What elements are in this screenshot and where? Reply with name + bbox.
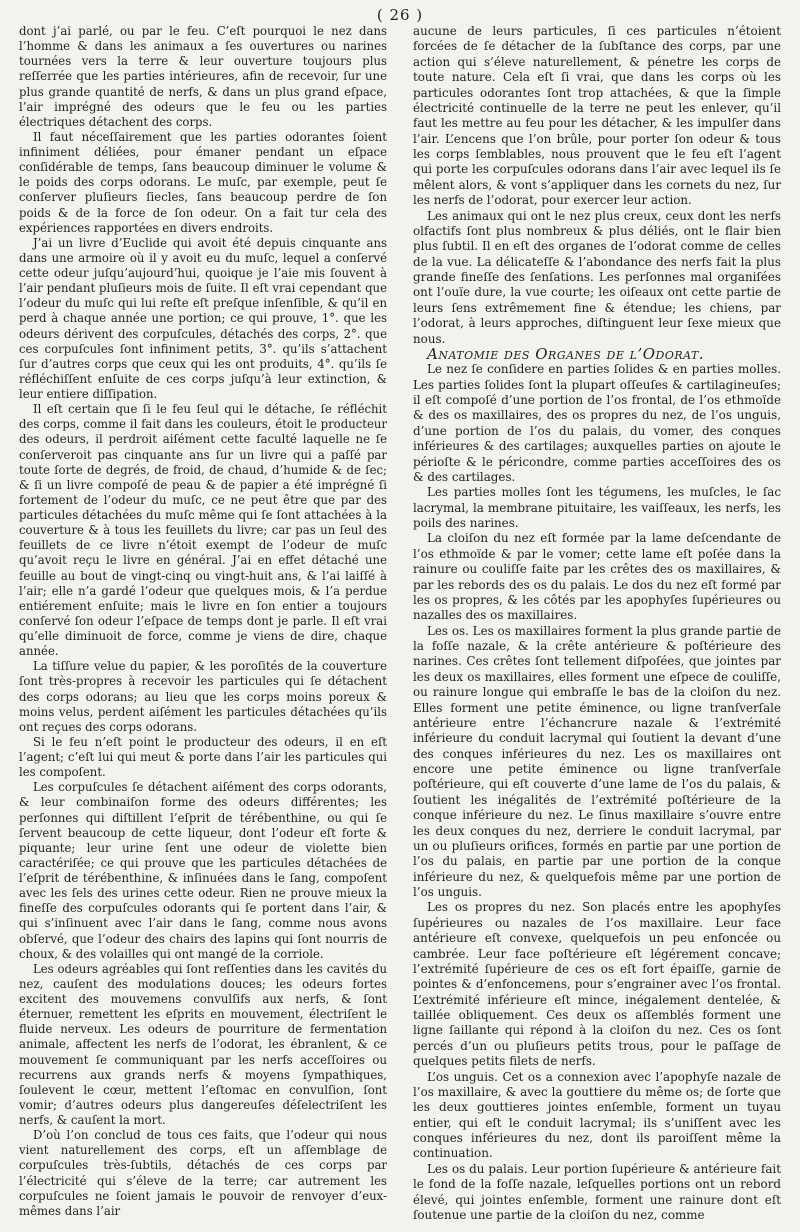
right-column: [413, 24, 781, 1223]
paragraph: Les os propres du nez. Son placés entre les apophyſes ſupérieures ou nazales de l’os maxillaire. Leur face antérieure eſt convexe, quelquefois un peu enfoncée ou cambrée. Leur face poſtérieure eſt légérement concave; l’extrémité ſupérieure de ces os eſt fort épaiſſe, garnie de pointes & d’enfoncemens, pour s’engrainer avec l’os frontal. L’extrémité inférieure eſt mince, inégalement dentelée, & taillée obliquement. Ces deux os aſſemblés forment une ligne ſaillante qui répond à la cloiſon du nez. Ces os ſont percés d’un ou pluſieurs petits trous, pour le paſſage de quelques petits filets de nerfs.: [413, 900, 781, 1069]
heading-suffix: l’Odorat.: [629, 344, 705, 363]
paragraph: dont j’ai parlé, ou par le feu. C’eſt pourquoi le nez dans l’homme & dans les animaux a ſes ouvertures ou narines tournées vers la terre & leur ouverture toujours plus reſſerrée que les parties intérieures, afin de recevoir, ſur une plus grande quantité de nerfs, & dans un plus grand eſpace, l’air imprégné des odeurs que le feu ou les parties électriques détachent des corps.: [19, 24, 387, 129]
heading-prefix: Anatomie des: [427, 344, 530, 363]
section-heading: [413, 344, 781, 363]
paragraph: Les odeurs agréables qui ſont reſſenties dans les cavités du nez, cauſent des modulations douces; les odeurs fortes excitent des mouvemens convulſifs aux nerfs, & ſont éternuer, remettent les eſprits en mouvement, électriſent le fluide nerveux. Les odeurs de pourriture de fermentation animale, affectent les nerfs de l’odorat, les ébranlent, & ce mouvement ſe communiquant par les nerfs acceſſoires ou recurrens aux grands nerfs & moyens ſympathiques, ſoulevent le cœur, mettent l’eſtomac en convulſion, ſont vomir; d’autres odeurs plus dangereuſes déſelectriſent les nerfs, & cauſent la mort.: [19, 961, 387, 1127]
heading-middle: Organes de: [535, 344, 625, 363]
paragraph: Les os. Les os maxillaires forment la plus grande partie de la foſſe nazale, & la crête antérieure & poſtérieure des narines. Ces crêtes ſont tellement diſpoſées, que jointes par les deux os maxillaires, elles forment une eſpece de couliſſe, ou rainure longue qui embraſſe le bas de la cloiſon du nez. Elles forment une petite éminence, ou ligne tranſverſale antérieure entre l’échancrure nazale & l’extrémité inférieure du conduit lacrymal qui ſoutient la devant d’une des conques inférieures du nez. Les os maxillaires ont encore une petite éminence ou ligne tranſverſale poſtérieure, qui eſt couverte d’une lame de l’os du palais, & ſoutient les inégalités de l’extrémité poſtérieure de la conque inférieure du nez. Le ſinus maxillaire s’ouvre entre les deux conques du nez, derriere le conduit lacrymal, par un ou pluſieurs orifices, formés en partie par une portion de l’os du palais, en partie par une portion de la conque inférieure du nez, & quelquefois même par une portion de l’os unguis.: [413, 623, 781, 899]
left-column: [19, 24, 387, 1219]
paragraph: La cloiſon du nez eſt formée par la lame deſcendante de l’os ethmoïde & par le vomer; cette lame eſt poſée dans la rainure ou couliſſe faite par les crêtes des os maxillaires, & par les rebords des os du palais. Le dos du nez eſt formé par les os propres, & les côtés par les apophyſes ſupérieures ou nazalles des os maxillaires.: [413, 531, 781, 623]
paragraph: Il eſt certain que ſi le feu ſeul qui le détache, ſe réfléchit des corps, comme il fait dans les couleurs, étoit le producteur des odeurs, il perdroit aiſément cette faculté laquelle ne ſe conſerveroit pas cinquante ans ſur un livre qui a paſſé par toute ſorte de degrés, de froid, de chaud, d’humide & de ſec; & ſi un livre compoſé de peau & de papier a été imprégné ſi fortement de l’odeur du muſc, ce ne peut être que par des particules détachées du muſc même qui ſe ſont attachées à la couverture & à tous les feuillets du livre; car pas un ſeul des feuillets de ce livre n’étoit exempt de l’odeur de muſc qu’avoit reçu le livre en général. J’ai en effet détaché une feuille au bout de vingt-cinq ou vingt-huit ans, & l’ai laiſſé à l’air; elle n’a gardé l’odeur que quelques mois, & l’a perdue entiérement enſuite; mais le livre en ſon entier a toujours conſervé ſon odeur l’eſpace de temps dont je parle. Il eſt vrai qu’elle diminuoit de force, comme je viens de dire, chaque année.: [19, 402, 387, 659]
paragraph: Les parties molles ſont les tégumens, les muſcles, le ſac lacrymal, la membrane pituitaire, les vaiſſeaux, les nerfs, les poils des narines.: [413, 485, 781, 530]
paragraph: Si le feu n’eſt point le producteur des odeurs, il en eſt l’agent; c’eſt lui qui meut & porte dans l’air les particules qui les compoſent.: [19, 734, 387, 780]
paragraph: D’où l’on conclud de tous ces faits, que l’odeur qui nous vient naturellement des corps, eſt un aſſemblage de corpuſcules très-ſubtils, détachés de ces corps par l’électricité qui s’éleve de la terre; car autrement les corpuſcules ne ſoient jamais le pouvoir de renvoyer d’eux-mêmes dans l’air: [19, 1128, 387, 1218]
paragraph: Les os du palais. Leur portion ſupérieure & antérieure fait le fond de la foſſe nazale, leſquelles portions ont un rebord élevé, qui jointes enſemble, forment une rainure dont eſt ſoutenue une partie de la cloiſon du nez, comme: [413, 1161, 781, 1222]
paragraph: Il faut néceſſairement que les parties odorantes ſoient infiniment déliées, pour émaner pendant un eſpace conſidérable de temps, ſans beaucoup diminuer le volume & le poids des corps odorans. Le muſc, par exemple, peut ſe conſerver pluſieurs ſiecles, ſans beaucoup perdre de ſon poids & de la force de ſon odeur. On a fait tur cela des expériences rapportées en divers endroits.: [19, 129, 387, 235]
paragraph: Le nez ſe conſidere en parties ſolides & en parties molles. Les parties ſolides ſont la plupart oſſeuſes & cartilagineuſes; il eſt compoſé d’une portion de l’os frontal, de l’os ethmoïde & des os maxillaires, des os propres du nez, de l’os unguis, d’une portion de l’os du palais, du vomer, des conques inférieures & des cartilages; auxquelles parties on ajoute le périoſte & le péricondre, comme parties acceſſoires des os & des cartilages.: [413, 362, 781, 484]
paragraph: Les corpuſcules ſe détachent aiſément des corps odorants, & leur combinaiſon forme des odeurs différentes; les perſonnes qui diſtillent l’eſprit de térébenthine, ou qui ſe ſervent beaucoup de cette liqueur, dont l’odeur eſt forte & piquante; leur urine ſent une odeur de violette bien caractériſée; ce qui prouve que les particules détachées de l’eſprit de térébenthine, & inſinuées dans le ſang, compoſent avec les ſels des urines cette odeur. Rien ne prouve mieux la fineſſe des corpuſcules odorants qui ſe portent dans l’air, & qui s’inſinuent avec l’air dans le ſang, comme nous avons obſervé, que l’odeur des chairs des lapins qui ſont nourris de choux, & des volailles qui ont mangé de la corriole.: [19, 780, 387, 961]
paragraph: J’ai un livre d’Euclide qui avoit été depuis cinquante ans dans une armoire où il y avoit eu du muſc, lequel a conſervé cette odeur juſqu’aujourd’hui, quoique je l’aie mis ſouvent à l’air pendant pluſieurs mois de ſuite. Il eſt vrai cependant que l’odeur du muſc qui lui reſte eſt preſque inſenſible, & qu’il en perd à chaque année une portion; ce qui prouve, 1°. que les odeurs dérivent des corpuſcules, détachés des corps, 2°. que ces corpuſcules ſont infiniment petits, 3°. qu’ils s’attachent ſur d’autres corps que ceux qui les ont produits, 4°. qu’ils ſe réfléchiſſent enſuite de ces corps juſqu’à leur extinction, & leur entiere diſſipation.: [19, 235, 387, 401]
page-number: ( 26 ): [376, 6, 424, 24]
paragraph: aucune de leurs particules, ſi ces particules n’étoient forcées de ſe détacher de la ſubſtance des corps, par une action qui s’éleve naturellement, & pénetre les corps de toute nature. Cela eſt ſi vrai, que dans les corps où les particules odorantes ſont trop attachées, & que la ſimple électricité continuelle de la terre ne peut les enlever, qu’il faut les mettre au feu pour les détacher, & les impulſer dans l’air. L’encens que l’on brûle, pour porter ſon odeur & tous les corps ſemblables, nous prouvent que le feu eſt l’agent qui porte les corpuſcules odorans dans l’air avec lequel ils ſe mêlent alors, & vont s’appliquer dans les cornets du nez, ſur les nerfs de l’odorat, pour exercer leur action.: [413, 24, 781, 208]
paragraph: L’os unguis. Cet os a connexion avec l’apophyſe nazale de l’os maxillaire, & avec la gouttiere du même os; de ſorte que les deux gouttieres jointes enſemble, forment un tuyau entier, qui eſt le conduit lacrymal; ils s’uniſſent avec les conques inférieures du nez, dont ils paroiſſent même la continuation.: [413, 1069, 781, 1161]
paragraph: La tiſſure velue du papier, & les poroſités de la couverture ſont très-propres à recevoir les particules qui ſe détachent des corps odorans; au lieu que les corps moins poreux & moins velus, perdent aiſément les particules détachées qu’ils ont reçues des corps odorans.: [19, 659, 387, 734]
paragraph: Les animaux qui ont le nez plus creux, ceux dont les nerfs olfactifs ſont plus nombreux & plus déliés, ont le flair bien plus ſubtil. Il en eſt des organes de l’odorat comme de celles de la vue. La délicateſſe & l’abondance des nerfs fait la plus grande fineſſe des ſenſations. Les perſonnes mal organiſées ont l’ouïe dure, la vue courte; les oiſeaux ont cette partie de leurs ſens extrêmement fine & étendue; les chiens, par l’odorat, à leurs approches, diſtinguent leur ſexe mieux que nous.: [413, 208, 781, 346]
